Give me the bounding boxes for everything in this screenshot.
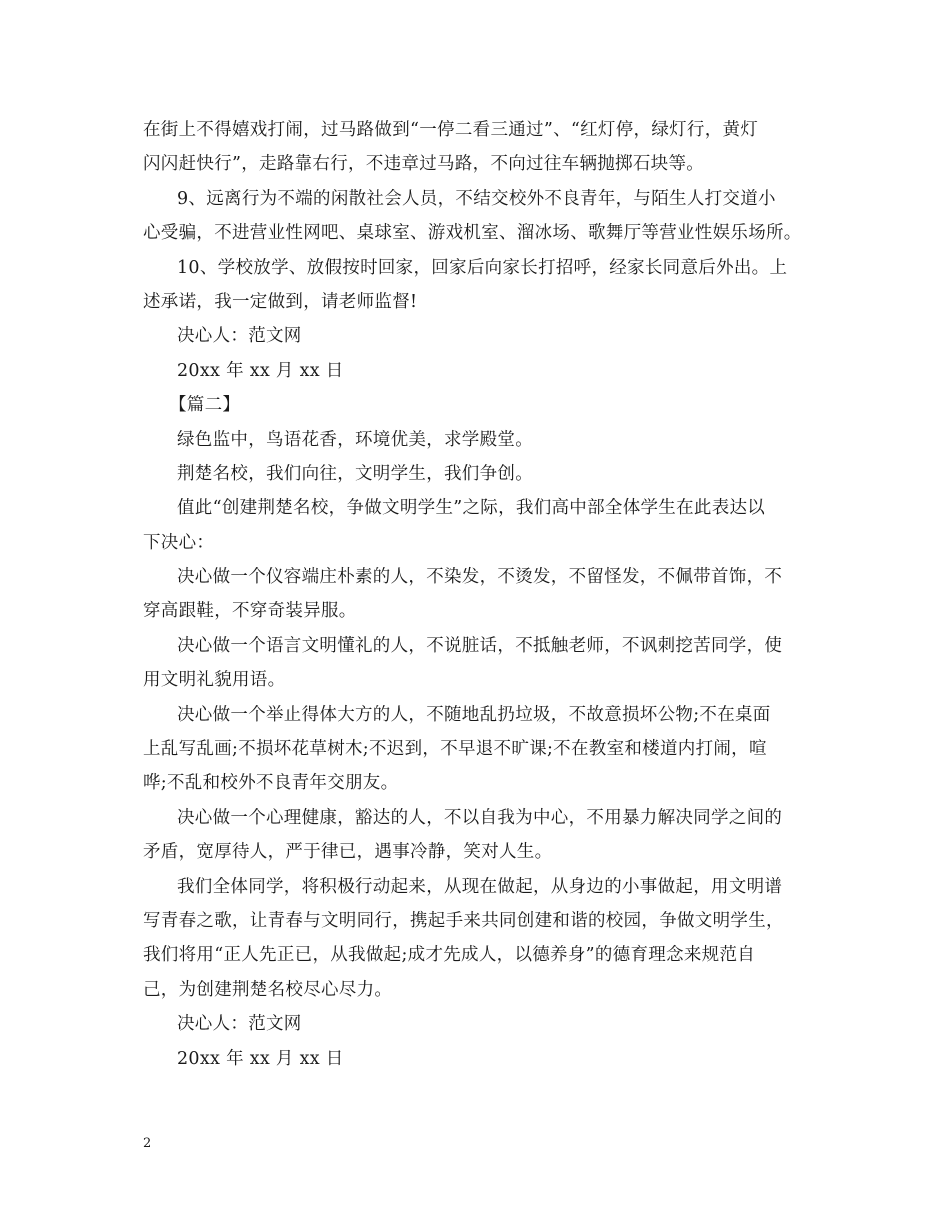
- date-line: 20xx 年 xx 月 xx 日: [177, 1048, 344, 1069]
- paragraph-line: 9、远离行为不端的闲散社会人员，不结交校外不良青年，与陌生人打交道小: [177, 188, 776, 209]
- paragraph-line: 写青春之歌，让青春与文明同行，携起手来共同创建和谐的校园，争做文明学生，: [143, 910, 784, 931]
- paragraph-line: 决心做一个语言文明懂礼的人，不说脏话，不抵触老师，不讽刺挖苦同学，使: [177, 635, 783, 656]
- section-heading: 【篇二】: [169, 395, 241, 416]
- paragraph-line: 我们将用“正人先正已，从我做起;成才先成人，以德养身”的德育理念来规范自: [143, 945, 756, 966]
- document-body: [143, 113, 813, 1076]
- paragraph-line: 决心做一个仪容端庄朴素的人，不染发，不烫发，不留怪发，不佩带首饰，不: [177, 567, 783, 588]
- paragraph-line: 荆楚名校，我们向往，文明学生，我们争创。: [177, 463, 533, 484]
- signature-line: 决心人：范文网: [177, 1014, 302, 1035]
- paragraph-line: 我们全体同学，将积极行动起来，从现在做起，从身边的小事做起，用文明谱: [177, 876, 783, 897]
- paragraph-line: 闪闪赶快行”，走路靠右行，不违章过马路，不向过往车辆抛掷石块等。: [143, 154, 705, 175]
- signature-line: 决心人：范文网: [177, 326, 302, 347]
- date-line: 20xx 年 xx 月 xx 日: [177, 360, 344, 381]
- paragraph-line: 决心做一个心理健康，豁达的人，不以自我为中心，不用暴力解决同学之间的: [177, 807, 783, 828]
- paragraph-line: 矛盾，宽厚待人，严于律已，遇事冷静，笑对人生。: [143, 842, 553, 863]
- paragraph-line: 穿高跟鞋，不穿奇装异服。: [143, 601, 357, 622]
- page-number: 2: [143, 1136, 152, 1151]
- paragraph-line: 下决心：: [143, 532, 215, 553]
- paragraph-line: 述承诺，我一定做到，请老师监督!: [143, 291, 418, 312]
- paragraph-line: 绿色监中，鸟语花香，环境优美，求学殿堂。: [177, 429, 533, 450]
- paragraph-line: 己，为创建荆楚名校尽心尽力。: [143, 979, 393, 1000]
- paragraph-line: 上乱写乱画;不损坏花草树木;不迟到，不早退不旷课;不在教室和楼道内打闹，喧: [143, 739, 767, 760]
- paragraph-line: 在街上不得嬉戏打闹，过马路做到“一停二看三通过”、“红灯停，绿灯行，黄灯: [143, 120, 759, 140]
- paragraph-line: 决心做一个举止得体大方的人，不随地乱扔垃圾，不故意损坏公物;不在桌面: [177, 704, 771, 725]
- paragraph-line: 值此“创建荆楚名校，争做文明学生”之际，我们高中部全体学生在此表达以: [177, 498, 766, 519]
- paragraph-line: 10、学校放学、放假按时回家，回家后向家长打招呼，经家长同意后外出。上: [177, 257, 788, 278]
- paragraph-line: 心受骗，不进营业性网吧、桌球室、游戏机室、溜冰场、歌舞厅等营业性娱乐场所。: [143, 223, 802, 244]
- paragraph-line: 用文明礼貌用语。: [143, 670, 286, 691]
- paragraph-line: 哗;不乱和校外不良青年交朋友。: [143, 773, 399, 794]
